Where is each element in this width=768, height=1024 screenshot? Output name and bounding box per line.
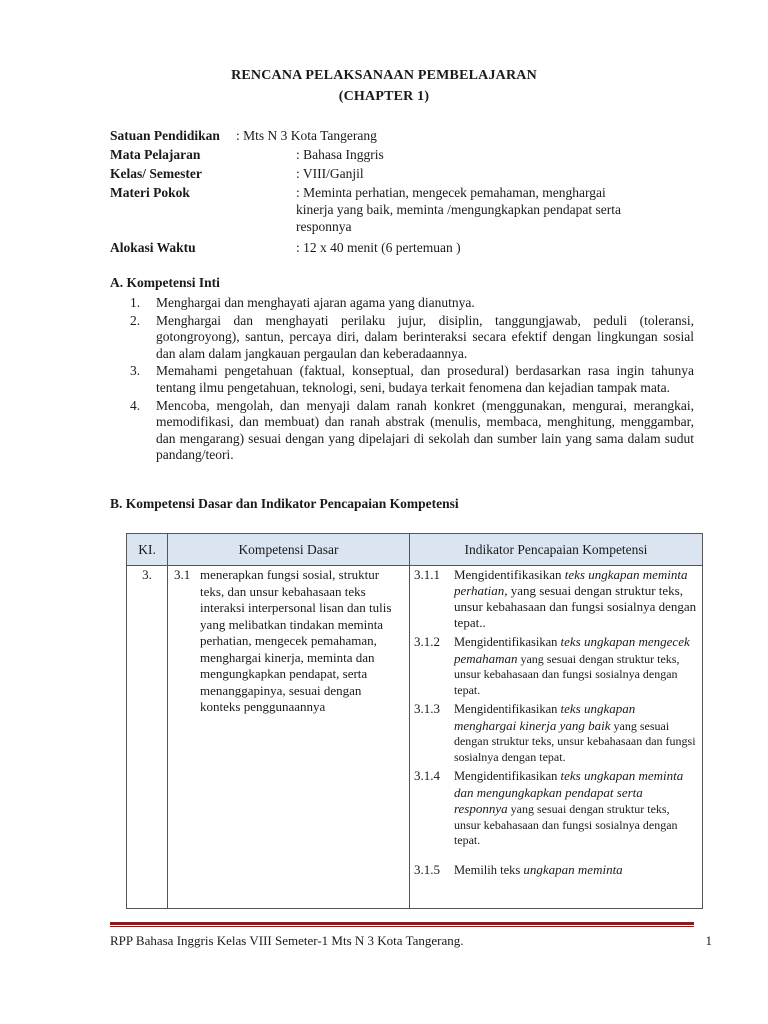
table-row xyxy=(127,566,703,909)
ipk-post: yang sesuai dengan struktur teks, unsur kebahasaan dan fungsi sosialnya dengan tepat. xyxy=(453,802,678,847)
ipk-number: 3.1.2 xyxy=(413,634,440,649)
ipk-item xyxy=(414,567,698,631)
footer-rule-thin xyxy=(110,926,694,927)
list-item-number: 1. xyxy=(130,295,141,310)
list-item-text: Menghargai dan menghayati ajaran agama yang dianutnya. xyxy=(156,295,475,310)
ipk-italic: teks ungkapan mengecek pemahaman xyxy=(453,634,690,666)
kompetensi-inti-list xyxy=(126,295,694,465)
info-row-satuan xyxy=(110,127,700,144)
header-kompetensi-dasar: Kompetensi Dasar xyxy=(168,534,410,566)
ipk-italic: teks ungkapan menghargai kinerja yang baik xyxy=(453,701,636,733)
ipk-italic: teks ungkapan meminta dan mengungkapkan pendapat serta responnya xyxy=(453,768,684,816)
footer-text: RPP Bahasa Inggris Kelas VIII Semeter-1 Mts N 3 Kota Tangerang. xyxy=(110,933,464,948)
section-b-heading: B. Kompetensi Dasar dan Indikator Pencapaian Kompetensi xyxy=(110,496,459,511)
page-footer xyxy=(110,933,712,949)
info-row-materi xyxy=(110,184,700,235)
page-number: 1 xyxy=(705,933,712,948)
list-item-text: Memahami pengetahuan (faktual, konseptual, dan prosedural) berdasarkan rasa ingin tahunya tentang ilmu pengetahuan, teknologi, seni, budaya terkait fenomena dan kejadian tampak mata. xyxy=(156,363,694,395)
header-indikator: Indikator Pencapaian Kompetensi xyxy=(409,534,702,566)
satuan-label: Satuan Pendidikan xyxy=(110,128,220,143)
footer-rule xyxy=(110,922,694,925)
ipk-item xyxy=(414,701,698,765)
info-row-kelas xyxy=(110,165,700,182)
ipk-number: 3.1.3 xyxy=(413,701,440,716)
list-item xyxy=(126,363,694,396)
alokasi-label: Alokasi Waktu xyxy=(110,240,196,255)
info-row-mapel xyxy=(110,146,700,163)
ipk-item xyxy=(414,634,698,698)
ipk-post: yang sesuai dengan struktur teks, unsur kebahasaan dan fungsi sosialnya dengan tepat.. xyxy=(453,583,697,630)
ipk-number: 3.1.5 xyxy=(413,861,440,877)
ipk-italic: teks ungkapan meminta perhatian, xyxy=(453,567,688,598)
materi-value-line1: : Meminta perhatian, mengecek pemahaman, menghargai xyxy=(296,185,606,200)
list-item xyxy=(126,295,694,312)
document-title: RENCANA PELAKSANAAN PEMBELAJARAN xyxy=(231,68,537,83)
ipk-number: 3.1.4 xyxy=(413,768,440,783)
list-item xyxy=(126,398,694,464)
ipk-pre: Mengidentifikasikan xyxy=(453,702,561,716)
header-ki: KI. xyxy=(127,534,168,566)
kd-text: menerapkan fungsi sosial, struktur teks, dan unsur kebahasaan teks interaksi interpersonal lisan dan tulis yang melibatkan tindakan meminta perhatian, mengecek pemahaman, menghargai kinerja, meminta dan mengungkapkan pendapat, serta menanggapinya, sesuai dengan konteks penggunaannya xyxy=(200,567,392,714)
list-item-text: Menghargai dan menghayati perilaku jujur, disiplin, tanggungjawab, peduli (toleransi, gotongroyong), santun, percaya diri, dalam berinteraksi secara efektif dengan lingkungan sosial dan alam dalam jangkauan pergaulan dan keberadaannya. xyxy=(156,312,694,361)
list-item xyxy=(126,313,694,363)
ipk-italic: ungkapan meminta xyxy=(523,861,623,877)
ipk-pre: Mengidentifikasikan xyxy=(453,567,565,582)
ipk-post: yang sesuai dengan struktur teks, unsur kebahasaan dan fungsi sosialnya dengan tepat. xyxy=(453,651,680,697)
list-item-number: 2. xyxy=(130,312,141,328)
kompetensi-table xyxy=(126,533,703,909)
satuan-value: : Mts N 3 Kota Tangerang xyxy=(236,128,377,143)
section-a-heading: A. Kompetensi Inti xyxy=(110,275,220,290)
kelas-value: : VIII/Ganjil xyxy=(296,166,364,181)
kd-cell xyxy=(168,566,410,909)
info-row-alokasi xyxy=(110,239,700,256)
list-item-text: Mencoba, mengolah, dan menyaji dalam ranah konkret (menggunakan, mengurai, merangkai, memodifikasi, dan membuat) dan ranah abstrak (menulis, membaca, menghitung, menggambar, dan mengarang) sesuai dengan yang dipelajari di sekolah dan sumber lain yang sama dalam sudut pandang/teori. xyxy=(156,397,694,463)
ki-cell: 3. xyxy=(127,566,168,909)
list-item-number: 4. xyxy=(130,397,141,413)
ipk-pre: Mengidentifikasikan xyxy=(453,635,561,649)
ipk-number: 3.1.1 xyxy=(413,567,440,582)
mapel-label: Mata Pelajaran xyxy=(110,147,201,162)
materi-label: Materi Pokok xyxy=(110,185,190,200)
list-item-number: 3. xyxy=(130,363,141,379)
materi-value-line2: kinerja yang baik, meminta /mengungkapkan pendapat serta xyxy=(296,202,622,217)
kelas-label: Kelas/ Semester xyxy=(110,166,202,181)
ipk-pre: Memilih teks xyxy=(453,862,524,877)
ipk-cell xyxy=(409,566,702,909)
mapel-value: : Bahasa Inggris xyxy=(296,147,384,162)
ipk-pre: Mengidentifikasikan xyxy=(453,769,561,783)
alokasi-value: : 12 x 40 menit (6 pertemuan ) xyxy=(296,240,461,255)
ipk-item xyxy=(414,862,698,879)
kd-number: 3.1 xyxy=(174,567,191,582)
table-header-row xyxy=(127,534,703,566)
identity-block xyxy=(110,127,700,258)
ipk-post: yang sesuai dengan struktur teks, unsur kebahasaan dan fungsi sosialnya dengan tepat. xyxy=(453,718,696,764)
materi-value-line3: responnya xyxy=(296,219,352,234)
ipk-item xyxy=(414,768,698,849)
document-subtitle: (CHAPTER 1) xyxy=(338,89,430,104)
